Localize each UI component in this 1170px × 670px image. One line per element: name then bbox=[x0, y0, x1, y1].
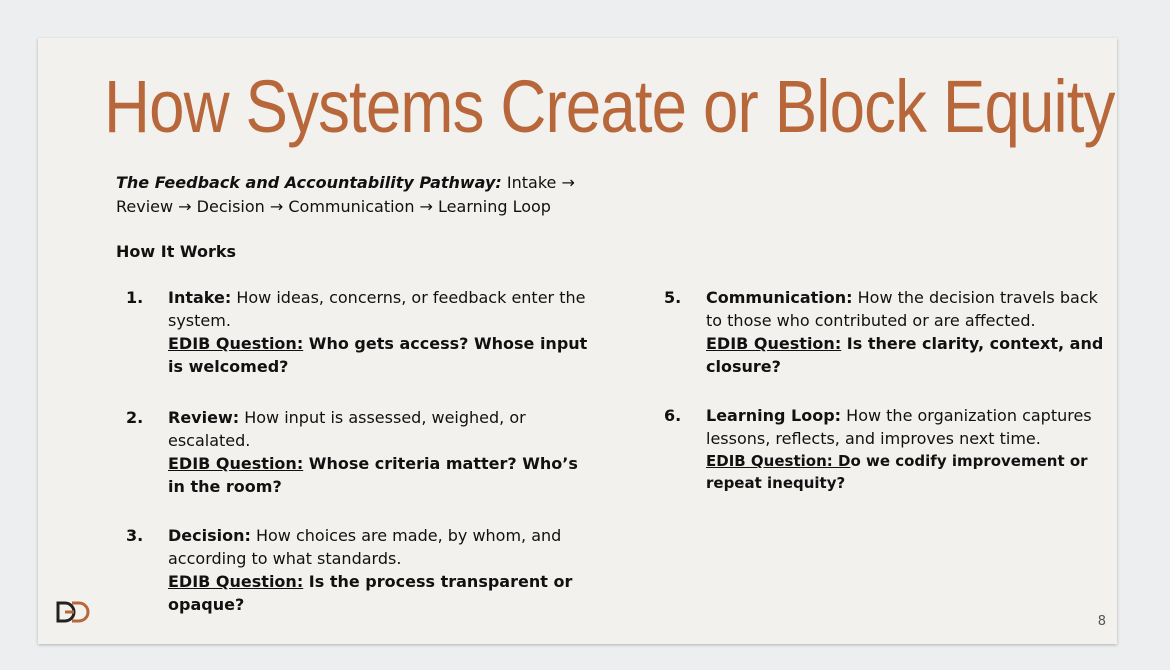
edib-question-label: EDIB Question: bbox=[168, 572, 304, 591]
item-term: Learning Loop: bbox=[706, 406, 842, 425]
item-description: How the decision travels back to those who contributed or are affected. bbox=[706, 288, 1098, 330]
edib-question bbox=[168, 570, 588, 616]
item-number: 6. bbox=[664, 406, 682, 425]
item-body bbox=[706, 404, 1106, 494]
item-description: How input is assessed, weighed, or escalated. bbox=[168, 408, 526, 450]
edib-question-label: EDIB Question: bbox=[168, 334, 304, 353]
edib-question-label: EDIB Question: bbox=[168, 454, 304, 473]
edib-question bbox=[168, 452, 588, 498]
edib-question bbox=[706, 332, 1106, 378]
item-description: How choices are made, by whom, and according to what standards. bbox=[168, 526, 562, 568]
edib-question-text: Is the process transparent or opaque? bbox=[168, 572, 573, 614]
item-description: How the organization captures lessons, reflects, and improves next time. bbox=[706, 406, 1092, 448]
item-term: Intake: bbox=[168, 288, 232, 307]
item-term: Communication: bbox=[706, 288, 853, 307]
item-body bbox=[168, 406, 588, 498]
edib-question bbox=[168, 332, 588, 378]
item-number: 3. bbox=[126, 526, 144, 545]
edib-question-text: Whose criteria matter? Who’s in the room? bbox=[168, 454, 578, 496]
edib-question-text: o we codify improvement or repeat inequity? bbox=[706, 452, 1088, 492]
pathway-steps: Intake → Review → Decision → Communication → Learning Loop bbox=[116, 173, 575, 216]
pathway-label: The Feedback and Accountability Pathway: bbox=[116, 173, 502, 192]
edib-question-label: EDIB Question: bbox=[706, 334, 842, 353]
edib-question-label: EDIB Question: D bbox=[706, 452, 851, 470]
slide-title: How Systems Create or Block Equity bbox=[104, 65, 1115, 148]
pathway-text bbox=[116, 171, 616, 219]
item-number: 1. bbox=[126, 288, 144, 307]
edib-question bbox=[706, 450, 1106, 494]
item-body bbox=[706, 286, 1106, 378]
brand-logo-icon bbox=[56, 600, 92, 624]
item-term: Decision: bbox=[168, 526, 251, 545]
slide bbox=[38, 38, 1117, 644]
item-body bbox=[168, 286, 588, 378]
item-body bbox=[168, 524, 588, 616]
item-number: 5. bbox=[664, 288, 682, 307]
edib-question-text: Is there clarity, context, and closure? bbox=[706, 334, 1104, 376]
edib-question-text: Who gets access? Whose input is welcomed? bbox=[168, 334, 588, 376]
item-number: 2. bbox=[126, 408, 144, 427]
page-number: 8 bbox=[1097, 614, 1106, 629]
item-term: Review: bbox=[168, 408, 240, 427]
item-description: How ideas, concerns, or feedback enter the system. bbox=[168, 288, 586, 330]
section-heading: How It Works bbox=[116, 242, 237, 261]
